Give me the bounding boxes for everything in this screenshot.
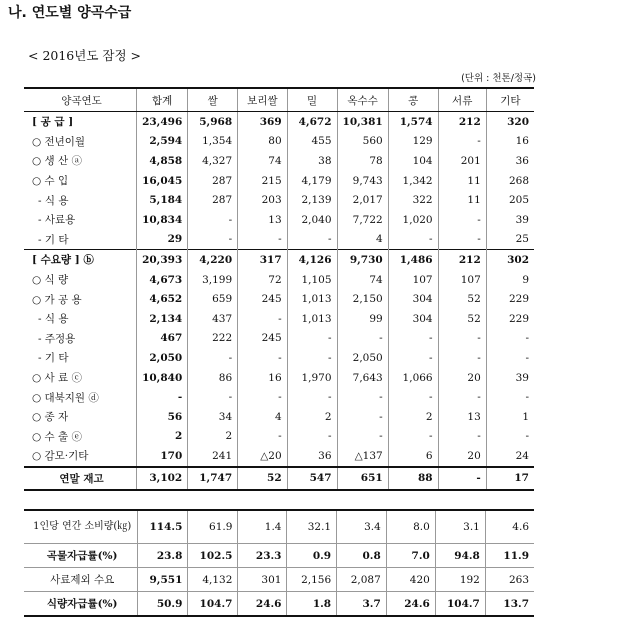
table-cell: 74 (238, 151, 288, 171)
table-cell: 34 (188, 407, 238, 427)
summary-row (24, 544, 534, 568)
table-cell: - (287, 230, 337, 250)
subtitle: < 2016년도 잠정 > (28, 48, 141, 63)
row-label: ○ 생 산 ⓐ (32, 155, 82, 168)
table-cell: 104 (388, 151, 438, 171)
table-cell: - (438, 467, 486, 490)
table-cell: 203 (238, 190, 288, 210)
table-cell: 1,342 (388, 171, 438, 191)
table-cell: 2,050 (337, 348, 388, 368)
table-cell: 5,184 (137, 190, 188, 210)
table-cell: 4,652 (137, 289, 188, 309)
table-row (24, 112, 534, 132)
table-row (24, 171, 534, 191)
unit-label: (단위 : 천톤/정곡) (461, 73, 536, 84)
table-row (24, 230, 534, 250)
table-cell: 212 (438, 112, 486, 132)
table-cell: 369 (238, 112, 288, 132)
table-cell: - (388, 329, 438, 349)
table-cell: 287 (188, 171, 238, 191)
table-cell: 11 (438, 190, 486, 210)
table-cell: - (287, 348, 337, 368)
summary-row (24, 592, 534, 617)
summary-label: 1인당 연간 소비량(㎏) (33, 521, 132, 532)
table-cell: - (486, 427, 534, 447)
table-cell: 107 (438, 270, 486, 290)
section-heading: 나. 연도별 양곡수급 (8, 5, 132, 21)
table-cell: 320 (486, 112, 534, 132)
table-cell: 651 (337, 467, 388, 490)
table-row (24, 446, 534, 467)
summary-cell: 9,551 (138, 568, 188, 592)
table-cell: 88 (388, 467, 438, 490)
table-cell: 2,134 (137, 309, 188, 329)
table-cell: 56 (137, 407, 188, 427)
table-cell: 10,840 (137, 368, 188, 388)
summary-cell: 24.6 (238, 592, 287, 617)
summary-cell: 4.6 (485, 510, 534, 544)
table-cell: 16,045 (137, 171, 188, 191)
table-cell: - (337, 329, 388, 349)
table-cell: - (137, 387, 188, 407)
table-row (24, 151, 534, 171)
table-cell: - (287, 387, 337, 407)
column-header: 합계 (137, 88, 188, 112)
table-cell: - (486, 348, 534, 368)
row-label: - 주정용 (38, 332, 76, 345)
table-cell: 24 (486, 446, 534, 467)
summary-cell: 11.9 (485, 544, 534, 568)
table-cell: 9,743 (337, 171, 388, 191)
row-label: 연말 재고 (24, 467, 137, 490)
table-cell: 212 (438, 250, 486, 270)
table-cell: 13 (438, 407, 486, 427)
table-row (24, 368, 534, 388)
table-cell: 4,220 (188, 250, 238, 270)
summary-cell: 102.5 (188, 544, 238, 568)
table-cell: 4 (337, 230, 388, 250)
table-cell: 2,594 (137, 132, 188, 152)
table-cell: - (388, 427, 438, 447)
summary-cell: 4,132 (188, 568, 238, 592)
table-cell: 52 (438, 309, 486, 329)
table-cell: 205 (486, 190, 534, 210)
summary-label: 식량자급률(%) (24, 592, 138, 617)
table-cell: 455 (287, 132, 337, 152)
row-label: - 기 타 (38, 233, 69, 246)
table-cell: 1,970 (287, 368, 337, 388)
table-cell: 2 (388, 407, 438, 427)
table-cell: 38 (287, 151, 337, 171)
column-header: 보리쌀 (238, 88, 288, 112)
summary-cell: 301 (238, 568, 287, 592)
table-cell: 2 (188, 427, 238, 447)
summary-cell: 3.4 (337, 510, 387, 544)
table-cell: 1,013 (287, 289, 337, 309)
table-cell: 10,834 (137, 210, 188, 230)
table-cell: 20,393 (137, 250, 188, 270)
table-cell: △137 (337, 446, 388, 467)
table-cell: 4,327 (188, 151, 238, 171)
table-cell: 36 (486, 151, 534, 171)
table-cell: 17 (486, 467, 534, 490)
row-label: [ 공 급 ] (32, 116, 74, 129)
row-label: ○ 식 량 (32, 274, 69, 287)
summary-table (24, 509, 534, 617)
table-cell: 25 (486, 230, 534, 250)
table-cell: 245 (238, 289, 288, 309)
row-label: ○ 감모·기타 (32, 450, 89, 463)
table-cell: 39 (486, 210, 534, 230)
row-label: - 사료용 (38, 214, 76, 227)
table-cell: 4,126 (287, 250, 337, 270)
table-cell: 547 (287, 467, 337, 490)
column-header: 옥수수 (337, 88, 388, 112)
summary-cell: 0.9 (287, 544, 337, 568)
row-label: - 식 용 (38, 313, 69, 326)
table-cell: 29 (137, 230, 188, 250)
table-cell: 99 (337, 309, 388, 329)
table-cell: 20 (438, 446, 486, 467)
table-cell: 222 (188, 329, 238, 349)
summary-label: 곡물자급률(%) (24, 544, 138, 568)
table-cell: 229 (486, 309, 534, 329)
table-cell: 16 (486, 132, 534, 152)
table-cell: 20 (438, 368, 486, 388)
table-row (24, 329, 534, 349)
table-row (24, 132, 534, 152)
table-cell: - (438, 427, 486, 447)
table-cell: 1,747 (188, 467, 238, 490)
summary-cell: 104.7 (435, 592, 485, 617)
table-cell: 1,105 (287, 270, 337, 290)
grain-supply-table (24, 87, 534, 491)
table-cell: 4 (238, 407, 288, 427)
summary-cell: 2,156 (287, 568, 337, 592)
table-cell: 3,102 (137, 467, 188, 490)
table-cell: 74 (337, 270, 388, 290)
summary-cell: 114.5 (138, 510, 188, 544)
table-row (24, 289, 534, 309)
table-cell: - (438, 132, 486, 152)
summary-cell: 13.7 (485, 592, 534, 617)
summary-cell: 192 (435, 568, 485, 592)
table-cell: 107 (388, 270, 438, 290)
summary-row (24, 510, 534, 544)
table-cell: 129 (388, 132, 438, 152)
table-cell: - (188, 348, 238, 368)
summary-cell: 0.8 (337, 544, 387, 568)
table-cell: 229 (486, 289, 534, 309)
summary-cell: 3.7 (337, 592, 387, 617)
table-cell: 72 (238, 270, 288, 290)
row-label: ○ 가 공 용 (32, 293, 82, 306)
table-cell: 39 (486, 368, 534, 388)
table-cell: - (388, 230, 438, 250)
table-cell: 170 (137, 446, 188, 467)
row-label: ○ 수 입 (32, 175, 69, 188)
summary-cell: 104.7 (188, 592, 238, 617)
table-cell: △20 (238, 446, 288, 467)
summary-cell: 23.8 (138, 544, 188, 568)
table-cell: 1,013 (287, 309, 337, 329)
summary-cell: 32.1 (287, 510, 337, 544)
table-cell: - (238, 230, 288, 250)
table-header-row (24, 88, 534, 112)
table-cell: - (238, 309, 288, 329)
table-cell: - (238, 387, 288, 407)
table-cell: 23,496 (137, 112, 188, 132)
column-header: 쌀 (188, 88, 238, 112)
table-row (24, 348, 534, 368)
table-cell: 52 (238, 467, 288, 490)
row-label: ○ 수 출 ⓔ (32, 430, 82, 443)
table-cell: - (438, 329, 486, 349)
summary-cell: 61.9 (188, 510, 238, 544)
table-cell: 322 (388, 190, 438, 210)
table-cell: 36 (287, 446, 337, 467)
table-cell: 3,199 (188, 270, 238, 290)
summary-cell: 8.0 (386, 510, 435, 544)
table-cell: - (438, 387, 486, 407)
row-label: - 식 용 (38, 194, 69, 207)
table-cell: 659 (188, 289, 238, 309)
summary-cell: 1.4 (238, 510, 287, 544)
table-cell: - (438, 210, 486, 230)
table-cell: 2,050 (137, 348, 188, 368)
row-label: ○ 종 자 (32, 411, 69, 424)
table-cell: 2,017 (337, 190, 388, 210)
summary-cell: 420 (386, 568, 435, 592)
table-cell: 52 (438, 289, 486, 309)
table-cell: 1 (486, 407, 534, 427)
column-header: 콩 (388, 88, 438, 112)
table-cell: 1,486 (388, 250, 438, 270)
table-cell: 2 (287, 407, 337, 427)
table-cell: 268 (486, 171, 534, 191)
table-cell: 10,381 (337, 112, 388, 132)
table-row (24, 467, 534, 490)
table-cell: 437 (188, 309, 238, 329)
table-cell: 287 (188, 190, 238, 210)
table-row (24, 250, 534, 270)
table-cell: 9,730 (337, 250, 388, 270)
table-row (24, 387, 534, 407)
table-row (24, 190, 534, 210)
table-cell: 16 (238, 368, 288, 388)
table-cell: 1,020 (388, 210, 438, 230)
table-cell: 304 (388, 309, 438, 329)
table-cell: - (287, 329, 337, 349)
summary-cell: 24.6 (386, 592, 435, 617)
row-label: ○ 전년이월 (32, 135, 86, 148)
table-cell: - (337, 387, 388, 407)
column-header: 서류 (438, 88, 486, 112)
table-row (24, 407, 534, 427)
table-cell: 2,040 (287, 210, 337, 230)
table-cell: 215 (238, 171, 288, 191)
table-cell: 4,179 (287, 171, 337, 191)
table-cell: 6 (388, 446, 438, 467)
table-cell: 241 (188, 446, 238, 467)
table-gap (24, 497, 534, 509)
table-cell: 1,354 (188, 132, 238, 152)
table-cell: - (238, 348, 288, 368)
table-row (24, 210, 534, 230)
table-cell: 1,574 (388, 112, 438, 132)
table-cell: 317 (238, 250, 288, 270)
row-label: ○ 사 료 ⓒ (32, 372, 82, 385)
table-row (24, 309, 534, 329)
table-cell: - (388, 387, 438, 407)
table-cell: 302 (486, 250, 534, 270)
table-cell: - (486, 387, 534, 407)
table-cell: 560 (337, 132, 388, 152)
summary-cell: 50.9 (138, 592, 188, 617)
table-row (24, 427, 534, 447)
table-cell: 467 (137, 329, 188, 349)
table-cell: 2 (137, 427, 188, 447)
table-cell: 2,139 (287, 190, 337, 210)
table-cell: 13 (238, 210, 288, 230)
table-cell: - (438, 230, 486, 250)
table-cell: 245 (238, 329, 288, 349)
summary-cell: 94.8 (435, 544, 485, 568)
table-cell: - (188, 210, 238, 230)
table-cell: 11 (438, 171, 486, 191)
table-cell: 1,066 (388, 368, 438, 388)
summary-cell: 23.3 (238, 544, 287, 568)
row-label: - 기 타 (38, 352, 69, 365)
summary-row (24, 568, 534, 592)
column-header: 양곡연도 (24, 88, 137, 112)
summary-cell: 1.8 (287, 592, 337, 617)
table-cell: - (287, 427, 337, 447)
table-cell: 78 (337, 151, 388, 171)
table-cell: - (337, 427, 388, 447)
table-cell: 5,968 (188, 112, 238, 132)
table-cell: - (238, 427, 288, 447)
table-row (24, 270, 534, 290)
table-cell: - (337, 407, 388, 427)
table-cell: 4,672 (287, 112, 337, 132)
row-label: ○ 대북지원 ⓓ (32, 391, 99, 404)
row-label: [ 수요량 ] ⓑ (24, 250, 137, 270)
summary-cell: 2,087 (337, 568, 387, 592)
table-cell: 9 (486, 270, 534, 290)
summary-cell: 263 (485, 568, 534, 592)
summary-cell: 7.0 (386, 544, 435, 568)
table-cell: - (486, 329, 534, 349)
table-cell: 201 (438, 151, 486, 171)
table-cell: 304 (388, 289, 438, 309)
table-cell: 4,673 (137, 270, 188, 290)
summary-cell: 3.1 (435, 510, 485, 544)
table-cell: 80 (238, 132, 288, 152)
table-cell: 86 (188, 368, 238, 388)
table-cell: - (438, 348, 486, 368)
column-header: 기타 (486, 88, 534, 112)
table-cell: 7,722 (337, 210, 388, 230)
table-cell: - (388, 348, 438, 368)
table-cell: - (188, 387, 238, 407)
summary-label: 사료제외 수요 (24, 568, 138, 592)
table-cell: - (188, 230, 238, 250)
table-cell: 7,643 (337, 368, 388, 388)
table-cell: 2,150 (337, 289, 388, 309)
table-cell: 4,858 (137, 151, 188, 171)
column-header: 밀 (287, 88, 337, 112)
